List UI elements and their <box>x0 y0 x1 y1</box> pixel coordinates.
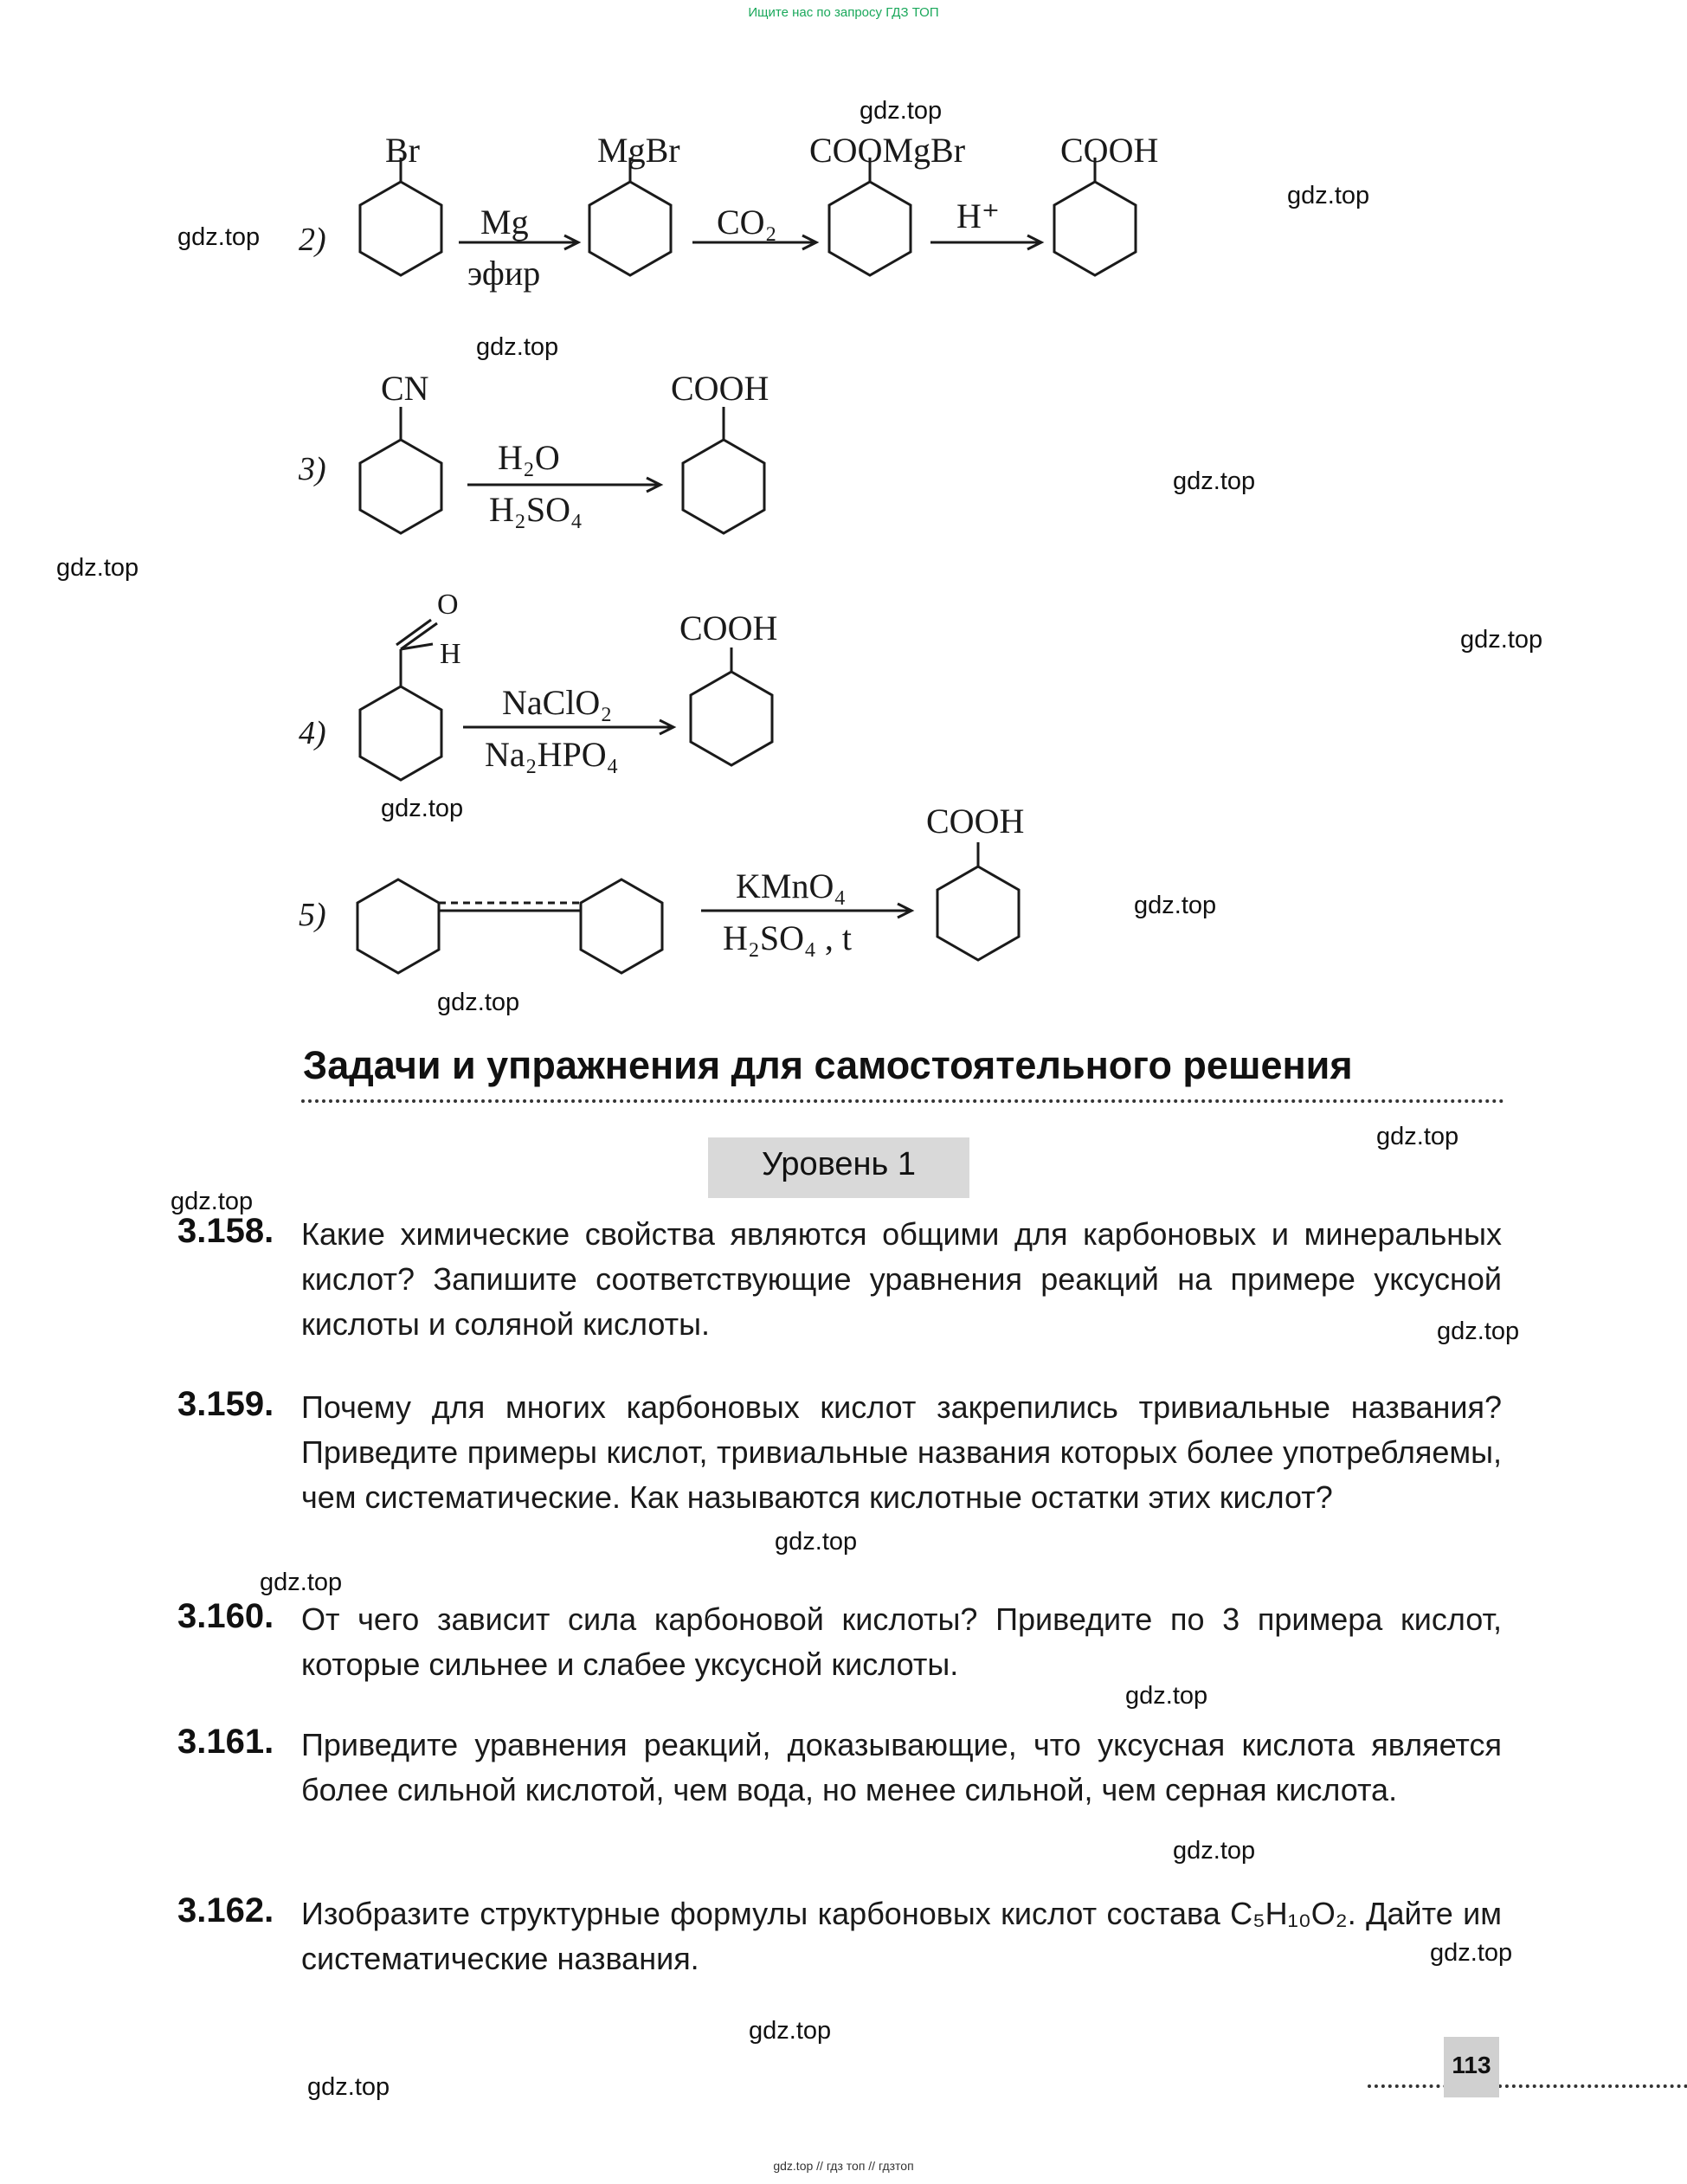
page-number: 113 <box>1452 2052 1491 2078</box>
reagent-label: CO₂ <box>717 203 777 242</box>
reagent-label: KMnO₄ <box>736 867 847 905</box>
benzene-ring <box>360 182 441 275</box>
watermark: gdz.top <box>437 989 520 1016</box>
reagent-label: H⁺ <box>956 196 1000 235</box>
section-title: Задачи и упражнения для самостоятельного решения <box>303 1043 1353 1087</box>
product-label: COOH <box>926 802 1025 841</box>
footer-note: gdz.top // гдз топ // гдзтоп <box>773 2159 914 2173</box>
watermark: gdz.top <box>307 2073 390 2101</box>
reagent-label: эфир <box>467 254 541 293</box>
watermark: gdz.top <box>171 1188 254 1215</box>
watermark: gdz.top <box>177 223 261 251</box>
reagent-label: H₂SO₄ <box>489 490 583 529</box>
watermark: gdz.top <box>1430 1939 1513 1967</box>
reaction-number: 5) <box>299 897 326 933</box>
benzene-ring <box>683 440 764 533</box>
substituent-label: CN <box>381 369 429 408</box>
watermark: gdz.top <box>260 1569 343 1596</box>
task-number: 3.159. <box>177 1385 274 1423</box>
watermark: gdz.top <box>749 2017 832 2045</box>
product-label: COOH <box>679 609 778 647</box>
substituent-label: Br <box>385 131 420 170</box>
task-text: Почему для многих карбоновых кислот закрепились тривиальные названия? Приведите примеры кислот, тривиальные названия которых более употребляемы, чем систематические. Как называются кислотные остатки этих кислот? <box>301 1389 1502 1515</box>
reagent-label: H₂SO₄ , t <box>723 918 853 957</box>
task-number: 3.158. <box>177 1212 274 1250</box>
divider <box>301 1099 1504 1103</box>
watermark: gdz.top <box>1287 182 1370 209</box>
watermark: gdz.top <box>1437 1317 1520 1345</box>
reagent-label: Na₂HPO₄ <box>485 735 619 774</box>
benzene-ring <box>360 440 441 533</box>
benzene-ring <box>357 879 439 973</box>
benzene-ring <box>1054 182 1136 275</box>
reagent-label: H₂O <box>498 438 560 477</box>
product-label: COOH <box>671 369 769 408</box>
watermark: gdz.top <box>1125 1682 1208 1710</box>
reaction-number: 3) <box>299 451 326 487</box>
benzene-ring <box>937 867 1019 960</box>
watermark: gdz.top <box>1376 1123 1459 1150</box>
benzene-ring <box>360 686 441 780</box>
level-label: Уровень 1 <box>761 1146 917 1182</box>
watermark: gdz.top <box>775 1528 858 1556</box>
watermark: gdz.top <box>1460 626 1543 654</box>
task-text: Приведите уравнения реакций, доказывающие, что уксусная кислота является более сильной кислотой, чем вода, но менее сильной, чем серная кислота. <box>301 1727 1502 1807</box>
task-number: 3.160. <box>177 1597 274 1635</box>
reaction-number: 4) <box>299 715 326 751</box>
watermark: gdz.top <box>56 554 139 582</box>
watermark: gdz.top <box>860 97 943 125</box>
watermark: gdz.top <box>1134 892 1217 919</box>
substituent-label: O <box>437 589 459 621</box>
reaction-number: 2) <box>299 222 326 258</box>
task-text: От чего зависит сила карбоновой кислоты? Приведите по 3 примера кислот, которые сильнее и слабее уксусной кислоты. <box>301 1601 1502 1682</box>
task-number: 3.161. <box>177 1723 274 1761</box>
benzene-ring <box>691 672 772 765</box>
watermark: gdz.top <box>381 795 464 822</box>
benzene-ring <box>829 182 911 275</box>
reagent-label: NaClO₂ <box>502 683 613 722</box>
reagent-label: Mg <box>480 203 529 242</box>
watermark: gdz.top <box>1173 467 1256 495</box>
header-note: Ищите нас по запросу ГДЗ ТОП <box>748 5 939 20</box>
task-number: 3.162. <box>177 1891 274 1930</box>
substituent-label: MgBr <box>597 131 680 170</box>
task-text: Какие химические свойства являются общими для карбоновых и минеральных кислот? Запишите соответствующие уравнения реакций на примере уксусной кислоты и соляной кислоты. <box>301 1216 1502 1342</box>
task-text: Изобразите структурные формулы карбоновых кислот состава C₅H₁₀O₂. Дайте им систематические названия. <box>301 1896 1502 1976</box>
benzene-ring <box>589 182 671 275</box>
substituent-label: H <box>440 638 461 670</box>
watermark: gdz.top <box>1173 1837 1256 1865</box>
benzene-ring <box>581 879 662 973</box>
product-label: COOH <box>1060 131 1159 170</box>
watermark: gdz.top <box>476 333 559 361</box>
footer-dots <box>1368 2084 1687 2088</box>
substituent-label: COOMgBr <box>809 131 966 170</box>
